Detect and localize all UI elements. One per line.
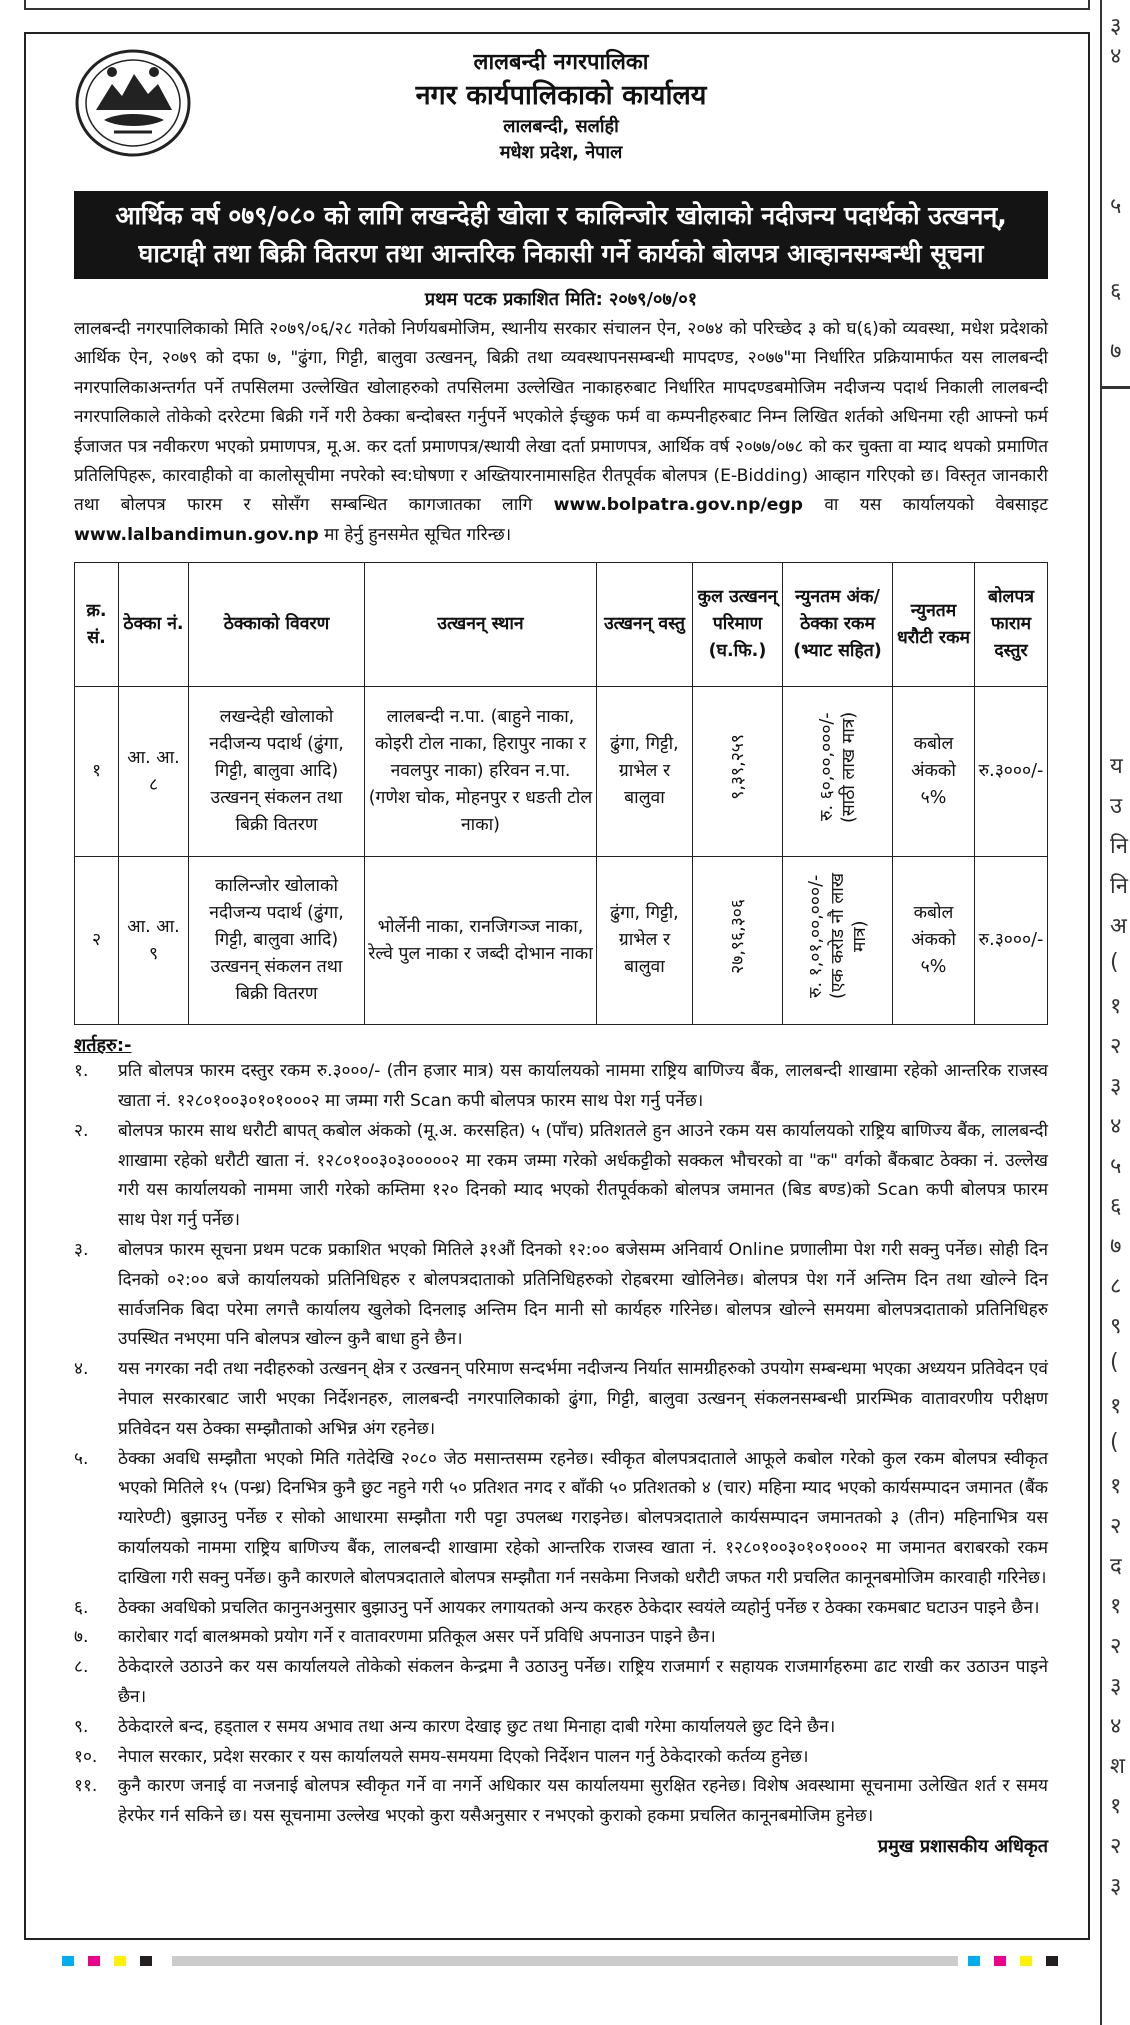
term-item xyxy=(74,1445,1048,1594)
edge-fragment: अ xyxy=(1110,914,1127,939)
edge-fragment: ५ xyxy=(1110,1154,1122,1179)
intro-text-1: लालबन्दी नगरपालिकाको मिति २०७९/०६/२८ गतेको निर्णयबमोजिम, स्थानीय सरकार संचालन ऐन, २०७४ को परिच्छेद ३ को घ(६)को व्यवस्था, मधेश प्रदेशको आर्थिक ऐन, २०७९ को दफा ७, "ढुंगा, गिट्टी, बालुवा उत्खनन्, बिक्री तथा व्यवस्थापनसम्बन्धी मापदण्ड, २०७७"मा निर्धारित प्रक्रियामार्फत यस लालबन्दी नगरपालिकाअन्तर्गत पर्ने तपसिलमा उल्लेखित खोलाहरुको तपसिलमा उल्लेखित नाकाहरुबाट निर्धारित मापदण्डबमोजिम नदीजन्य पदार्थ निकाली लालबन्दी नगरपालिकाले तोकेको दररेटमा बिक्री गर्ने गरी ठेक्का बन्दोबस्त गर्नुपर्ने भएकोले ईच्छुक फर्म वा कम्पनीहरुबाट निम्न लिखित शर्तको अधिनमा रही आफ्नो फर्म ईजाजत पत्र नवीकरण भएको प्रमाणपत्र, मू.अ. कर दर्ता प्रमाणपत्र/स्थायी लेखा दर्ता प्रमाणपत्र, आर्थिक वर्ष २०७७/०७८ को कर चुक्ता वा म्याद थपको प्रमाणित प्रतिलिपिहरू, कारवाहीको वा कालोसूचीमा नपरेको स्व:घोषणा र अख्तियारनामासहित रीतपूर्वक बोलपत्र (E-Bidding) आव्हान गरिएको छ। विस्तृत जानकारी तथा बोलपत्र फारम र सोसँग सम्बन्धित कागजातका लागि xyxy=(74,319,1048,516)
intro-paragraph xyxy=(74,315,1048,550)
term-text: यस नगरका नदी तथा नदीहरुको उत्खनन् क्षेत्र र उत्खनन् परिमाण सन्दर्भमा नदीजन्य निर्यात सामग्रीहरुको उपयोग सम्बन्धमा भएका अध्ययन प्रतिवेदन एवं नेपाल सरकारबाट जारी भएका निर्देशनहरु, लालबन्दी नगरपालिकाको ढुंगा, गिट्टी, बालुवा उत्खनन् संकलनसम्बन्धी प्रारम्भिक वातावरणीय परीक्षण प्रतिवेदन यस ठेक्का सम्झौताको अभिन्न अंग रहनेछ। xyxy=(118,1359,1048,1439)
registration-square xyxy=(62,1956,74,1966)
term-item xyxy=(74,1713,1048,1743)
edge-fragment: ७ xyxy=(1110,339,1122,364)
term-text: प्रति बोलपत्र फारम दस्तुर रकम रु.३०००/- (तीन हजार मात्र) यस कार्यालयको नाममा राष्ट्रिय बाणिज्य बैंक, लालबन्दी शाखामा रहेको आन्तरिक राजस्व खाता नं. १२८०१००३०१०१०००२ मा जम्मा गरी Scan कपी बोलपत्र फारम साथ पेश गर्नु पर्नेछ। xyxy=(118,1061,1048,1112)
edge-fragment: य xyxy=(1110,754,1123,779)
edge-fragment: ३ xyxy=(1110,14,1122,39)
tender-notice xyxy=(24,32,1090,1940)
signature-line: प्रमुख प्रशासकीय अधिकृत xyxy=(877,1835,1048,1857)
quantity-value: ९,३९,२५९ xyxy=(727,734,748,801)
cell-contract-no: आ. आ. ९ xyxy=(119,857,189,1025)
cell-min-amount xyxy=(783,857,893,1025)
edge-fragment: ६ xyxy=(1110,1194,1122,1219)
col-header-quantity: कुल उत्खनन् परिमाण (घ.फि.) xyxy=(693,563,783,687)
edge-fragment: २ xyxy=(1110,1634,1122,1659)
edge-fragment: ६ xyxy=(1110,279,1122,304)
terms-list xyxy=(74,1057,1048,1832)
term-number: ९. xyxy=(74,1716,89,1737)
term-text: कारोबार गर्दा बालश्रमको प्रयोग गर्ने र वातावरणमा प्रतिकूल असर पर्ने प्रविधि अपनाउन पाइने छैन। xyxy=(118,1627,716,1648)
term-number: ८. xyxy=(74,1657,89,1678)
term-item xyxy=(74,1117,1048,1236)
registration-square xyxy=(1020,1956,1032,1966)
table-row xyxy=(75,687,1048,857)
title-line-1: आर्थिक वर्ष ०७९/०८० को लागि लखन्देही खोला र कालिन्जोर खोलाको नदीजन्य पदार्थको उत्खनन्, xyxy=(115,201,1007,230)
edge-fragment: ( xyxy=(1110,1430,1119,1455)
registration-square xyxy=(140,1956,152,1966)
edge-fragment: १ xyxy=(1110,994,1122,1019)
title-line-2: घाटगद्दी तथा बिक्री वितरण तथा आन्तरिक निकासी गर्ने कार्यको बोलपत्र आव्हानसम्बन्धी सूचना xyxy=(138,239,984,268)
term-number: १. xyxy=(74,1061,89,1082)
term-number: १०. xyxy=(74,1746,98,1767)
edge-fragment: उ xyxy=(1110,794,1123,819)
edge-fragment: ८ xyxy=(1110,1274,1122,1299)
cell-deposit: कबोल अंकको ५% xyxy=(893,857,975,1025)
edge-fragment: २ xyxy=(1110,1834,1122,1859)
municipality-emblem-icon xyxy=(74,48,192,158)
table-header-row xyxy=(75,563,1048,687)
previous-notice-border xyxy=(24,0,1090,10)
col-header-contract-no: ठेक्का नं. xyxy=(119,563,189,687)
registration-square xyxy=(968,1956,980,1966)
term-item xyxy=(74,1772,1048,1832)
location-line-1: लालबन्दी, सर्लाही xyxy=(503,116,619,137)
edge-fragment: श xyxy=(1110,1754,1125,1779)
term-item xyxy=(74,1623,1048,1653)
edge-fragment: ३ xyxy=(1110,1674,1122,1699)
col-header-location: उत्खनन् स्थान xyxy=(365,563,597,687)
col-header-material: उत्खनन् वस्तु xyxy=(597,563,693,687)
cell-material: ढुंगा, गिट्टी, ग्राभेल र बालुवा xyxy=(597,857,693,1025)
tender-table xyxy=(74,562,1048,1025)
term-item xyxy=(74,1236,1048,1355)
edge-fragment: ४ xyxy=(1110,1114,1122,1139)
term-item xyxy=(74,1594,1048,1624)
edge-fragment: नि xyxy=(1110,834,1128,859)
registration-square xyxy=(1046,1956,1058,1966)
edge-fragment: ( xyxy=(1110,950,1119,975)
edge-fragment: १ xyxy=(1110,1794,1122,1819)
registration-bar xyxy=(172,1956,958,1966)
col-header-description: ठेक्काको विवरण xyxy=(189,563,365,687)
edge-fragment: ( xyxy=(1110,1350,1119,1375)
registration-square xyxy=(88,1956,100,1966)
term-text: ठेकेदारले बन्द, हड्ताल र समय अभाव तथा अन्य कारण देखाइ छुट तथा मिनाहा दाबी गरेमा कार्यालयले छुट दिने छैन। xyxy=(118,1716,836,1737)
intro-text-2: वा यस कार्यालयको वेबसाइट xyxy=(802,495,1048,516)
term-text: बोलपत्र फारम सूचना प्रथम पटक प्रकाशित भएको मितिले ३१औं दिनको १२:०० बजेसम्म अनिवार्य Online प्रणालीमा पेश गरी सक्नु पर्नेछ। सोही दिन दिनको ०२:०० बजे कार्यालयको प्रतिनिधिहरु र बोलपत्रदाताको प्रतिनिधिहरुको रोहबरमा खोलिनेछ। बोलपत्र पेश गर्ने अन्तिम दिन तथा खोल्ने दिन सार्वजनिक बिदा परेमा लगत्तै कार्यालय खुलेको दिनलाइ अन्तिम दिन मानी सो कार्यहरु गरिनेछ। बोलपत्र खोल्ने समयमा बोलपत्रदाताको प्रतिनिधिहरु उपस्थित नभएमा पनि बोलपत्र खोल्न कुनै बाधा हुने छैन। xyxy=(118,1240,1048,1350)
min-amount-value: रु. १,०१,००,०००/- (एक करोड नौ लाख मात्र) xyxy=(805,873,870,1000)
cell-location: लालबन्दी न.पा. (बाहुने नाका, कोइरी टोल नाका, हिरापुर नाका र नवलपुर नाका) हरिवन न.पा. (गणेश चोक, मोहनपुर र धङती टोल नाका) xyxy=(365,687,597,857)
registration-square xyxy=(114,1956,126,1966)
website-link[interactable]: www.lalbandimun.gov.np xyxy=(74,524,319,545)
edge-fragment: नि xyxy=(1110,874,1128,899)
edge-fragment: ४ xyxy=(1110,44,1122,69)
column-divider xyxy=(1102,386,1130,389)
term-text: ठेक्का अवधिको प्रचलित कानुनअनुसार बुझाउनु पर्ने आयकर लगायतको अन्य करहरु ठेकेदार स्वयंले व्यहोर्नु पर्नेछ र ठेक्का रकमबाट घटाउन पाइने छैन। xyxy=(118,1597,1040,1618)
print-registration-strip xyxy=(62,1956,1072,1966)
edge-fragment: ५ xyxy=(1110,194,1122,219)
edge-fragment: ३ xyxy=(1110,1874,1122,1899)
cell-quantity xyxy=(693,687,783,857)
cell-form-fee: रु.३०००/- xyxy=(975,857,1048,1025)
edge-fragment: ९ xyxy=(1110,1314,1122,1339)
notice-title-banner xyxy=(74,191,1048,279)
edge-fragment: २ xyxy=(1110,1034,1122,1059)
col-header-min-amount: न्युनतम अंक/ठेक्का रकम (भ्याट सहित) xyxy=(783,563,893,687)
term-text: ठेक्का अवधि सम्झौता भएको मिति गतेदेखि २०८० जेठ मसान्तसम्म रहनेछ। स्वीकृत बोलपत्रदाताले आफूले कबोल गरेको कुल रकम बोलपत्र स्वीकृत भएको मितिले १५ (पन्ध्र) दिनभित्र कुनै छुट नहुने गरी ५० प्रतिशत नगद र बाँकी ५० प्रतिशतको ४ (चार) महिना म्याद भएको कार्यसम्पादन जमानत (बैंक ग्यारेण्टी) बुझाउनु पर्नेछ र सोको आधारमा सम्झौता गरी पट्टा उपलब्ध गराइनेछ। बोलपत्रदाताले कार्यसम्पादन जमानतको ३ (तीन) महिनाभित्र यस कार्यालयको नाममा राष्ट्रिय बाणिज्य बैंक, लालबन्दी शाखामा रहेको आन्तरिक राजस्व खाता नं. १२८०१००३०१०१०००२ मा जमानत बराबरको रकम दाखिला गरी सक्नु पर्नेछ। कुनै कारणले बोलपत्रदाताले बोलपत्र सम्झौता गर्न नसकेमा निजको धरौटी जफत गरी प्रचलित कानूनबमोजिम कारवाही गरिनेछ। xyxy=(118,1448,1048,1588)
cell-min-amount xyxy=(783,687,893,857)
cell-sn: २ xyxy=(75,857,119,1025)
term-text: कुनै कारण जनाई वा नजनाई बोलपत्र स्वीकृत गर्ने वा नगर्ने अधिकार यस कार्यालयमा सुरक्षित रहनेछ। विशेष अवस्थामा सूचनामा उलेखित शर्त र समय हेरफेर गर्न सकिने छ। यस सूचनामा उल्लेख भएको कुरा यसैअनुसार र नभएको कुराको हकमा प्रचलित कानूनबमोजिम हुनेछ। xyxy=(118,1776,1048,1827)
term-item xyxy=(74,1653,1048,1713)
notice-header xyxy=(74,48,1048,183)
term-number: ७. xyxy=(74,1627,89,1648)
cell-form-fee: रु.३०००/- xyxy=(975,687,1048,857)
cell-contract-no: आ. आ. ८ xyxy=(119,687,189,857)
edge-fragment: ४ xyxy=(1110,1714,1122,1739)
min-amount-value: रु. ६०,००,०००/- (साठी लाख मात्र) xyxy=(816,711,859,823)
table-row xyxy=(75,857,1048,1025)
term-number: ११. xyxy=(74,1776,98,1797)
quantity-value: २७,९६,३०६ xyxy=(727,898,748,974)
intro-text-3: मा हेर्नु हुनसमेत सूचित गरिन्छ। xyxy=(318,524,512,545)
adjacent-column-edge xyxy=(1100,0,1130,2025)
publication-date: प्रथम पटक प्रकाशित मिति: २०७९/०७/०१ xyxy=(424,289,698,310)
edge-fragment: ७ xyxy=(1110,1234,1122,1259)
org-name: लालबन्दी नगरपालिका xyxy=(473,50,649,75)
registration-square xyxy=(994,1956,1006,1966)
term-item xyxy=(74,1057,1048,1117)
cell-deposit: कबोल अंकको ५% xyxy=(893,687,975,857)
col-header-sn: क्र. सं. xyxy=(75,563,119,687)
edge-fragment: द xyxy=(1110,1554,1122,1579)
col-header-form-fee: बोलपत्र फाराम दस्तुर xyxy=(975,563,1048,687)
cell-quantity xyxy=(693,857,783,1025)
cell-description: कालिन्जोर खोलाको नदीजन्य पदार्थ (ढुंगा, गिट्टी, बालुवा आदि) उत्खनन् संकलन तथा बिक्री वितरण xyxy=(189,857,365,1025)
edge-fragment: १ xyxy=(1110,1594,1122,1619)
cell-description: लखन्देही खोलाको नदीजन्य पदार्थ (ढुंगा, गिट्टी, बालुवा आदि) उत्खनन् संकलन तथा बिक्री वितरण xyxy=(189,687,365,857)
term-item xyxy=(74,1743,1048,1773)
edge-fragment: २ xyxy=(1110,1514,1122,1539)
term-text: नेपाल सरकार, प्रदेश सरकार र यस कार्यालयले समय-समयमा दिएको निर्देशन पालन गर्नु ठेकेदारको कर्तव्य हुनेछ। xyxy=(118,1746,809,1767)
term-number: ४. xyxy=(74,1359,89,1380)
edge-fragment: ३ xyxy=(1110,1074,1122,1099)
location-line-2: मधेश प्रदेश, नेपाल xyxy=(499,142,623,163)
term-number: ५. xyxy=(74,1448,89,1469)
col-header-deposit: न्युनतम धरौटी रकम xyxy=(893,563,975,687)
bolpatra-link[interactable]: www.bolpatra.gov.np/egp xyxy=(553,495,803,516)
term-number: २. xyxy=(74,1120,89,1141)
term-number: ६. xyxy=(74,1597,89,1618)
term-text: ठेकेदारले उठाउने कर यस कार्यालयले तोकेको संकलन केन्द्रमा नै उठाउनु पर्नेछ। राष्ट्रिय राजमार्ग र सहायक राजमार्गहरुमा ढाट राखी कर उठाउन पाइने छैन। xyxy=(118,1657,1048,1707)
edge-fragment: १ xyxy=(1110,1394,1122,1419)
cell-location: भोर्लेनी नाका, रानजिगञ्ज नाका, रेल्वे पुल नाका र जब्दी दोभान नाका xyxy=(365,857,597,1025)
cell-material: ढुंगा, गिट्टी, ग्राभेल र बालुवा xyxy=(597,687,693,857)
office-name: नगर कार्यपालिकाको कार्यालय xyxy=(415,80,707,111)
terms-heading: शर्तहरु:- xyxy=(74,1035,132,1057)
edge-fragment: १ xyxy=(1110,1474,1122,1499)
term-item xyxy=(74,1355,1048,1444)
term-text: बोलपत्र फारम साथ धरौटी बापत् कबोल अंकको (मू.अ. करसहित) ५ (पाँच) प्रतिशतले हुन आउने रकम यस कार्यालयको राष्ट्रिय बाणिज्य बैंक, लालबन्दी शाखामा रहेको धरौटी खाता नं. १२८०१००३०३०००००२ मा रकम जम्मा गरेको अर्धकट्टीको सक्कल भौचरको वा "क" वर्गको बैंकबाट ठेक्का नं. उल्लेख गरी यस कार्यालयको नाममा जारी गरेको कम्तिमा १२० दिनको म्याद भएको रीतपूर्वकको बोलपत्र जमानत (बिड बण्ड)को Scan कपी बोलपत्र फारम साथ पेश गर्नु पर्नेछ। xyxy=(118,1120,1048,1231)
term-number: ३. xyxy=(74,1240,89,1261)
cell-sn: १ xyxy=(75,687,119,857)
